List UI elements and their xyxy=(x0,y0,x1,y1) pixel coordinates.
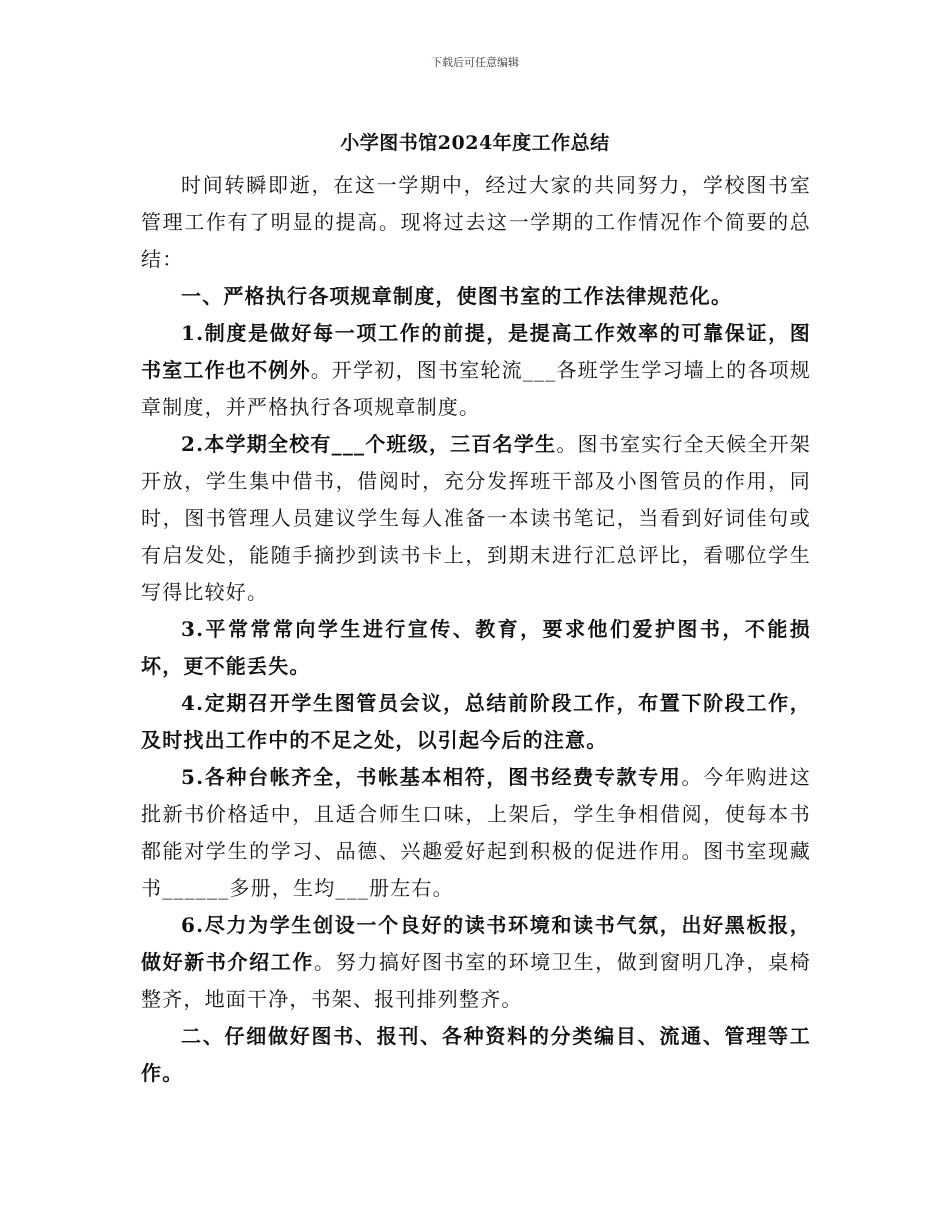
header-note: 下载后可任意编辑 xyxy=(431,56,519,69)
paragraph-bold-text: 二、仔细做好图书、报刊、各种资料的分类编目、流通、管理等工作。 xyxy=(141,1024,811,1085)
paragraph-bold-text: 4.定期召开学生图管员会议，总结前阶段工作，布置下阶段工作，及时找出工作中的不足之处，以引起今后的注意。 xyxy=(141,691,811,752)
item-paragraph-5 xyxy=(141,759,811,907)
paragraph-bold-text: 2.本学期全校有___个班级，三百名学生 xyxy=(181,432,557,456)
paragraph-text: 。开学初，图书室轮流___各班学生学习墙上的各项规章制度，并严格执行各项规章制度。 xyxy=(141,358,812,419)
paragraph-bold-text: 5.各种台帐齐全，书帐基本相符，图书经费专款专用 xyxy=(181,765,682,789)
paragraph-bold-text: 6.尽力为学生创设一个良好的读书环境和读书气氛，出好黑板报，做好新书介绍工作 xyxy=(141,913,811,974)
paragraph-bold-text: 3.平常常常向学生进行宣传、教育，要求他们爱护图书，不能损坏，更不能丢失。 xyxy=(141,617,811,678)
intro-paragraph xyxy=(141,167,811,278)
paragraph-bold-text: 1.制度是做好每一项工作的前提，是提高工作效率的可靠保证，图书室工作也不例外 xyxy=(141,321,811,382)
document-body xyxy=(141,167,811,1092)
paragraph-text: 时间转瞬即逝，在这一学期中，经过大家的共同努力，学校图书室管理工作有了明显的提高。现将过去这一学期的工作情况作个简要的总结： xyxy=(141,173,811,271)
paragraph-bold-text: 一、严格执行各项规章制度，使图书室的工作法律规范化。 xyxy=(181,284,733,308)
item-paragraph-4 xyxy=(141,685,811,759)
section-heading-2 xyxy=(141,1018,811,1092)
item-paragraph-1 xyxy=(141,315,811,426)
paragraph-text: 。今年购进这批新书价格适中，且适合师生口味，上架后，学生争相借阅，使每本书都能对学生的学习、品德、兴趣爱好起到积极的促进作用。图书室现藏书______多册，生均___册左右。 xyxy=(141,765,811,900)
document-title: 小学图书馆2024年度工作总结 xyxy=(340,132,610,154)
item-paragraph-3 xyxy=(141,611,811,685)
paragraph-text: 。图书室实行全天候全开架开放，学生集中借书，借阅时，充分发挥班干部及小图管员的作用，同时，图书管理人员建议学生每人准备一本读书笔记，当看到好词佳句或有启发处，能随手摘抄到读书卡上，到期末进行汇总评比，看哪位学生写得比较好。 xyxy=(141,432,811,604)
item-paragraph-6 xyxy=(141,907,811,1018)
paragraph-text: 。努力搞好图书室的环境卫生，做到窗明几净，桌椅整齐，地面干净，书架、报刊排列整齐。 xyxy=(141,950,811,1011)
item-paragraph-2 xyxy=(141,426,811,611)
section-heading-1 xyxy=(141,278,811,315)
